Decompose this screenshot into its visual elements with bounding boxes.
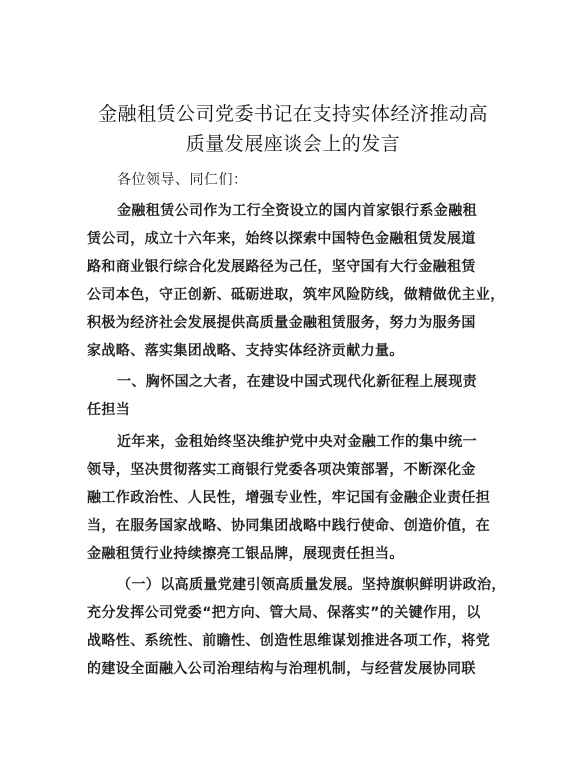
paragraph-1-line-2: 赁公司，成立十六年来，始终以探索中国特色金融租赁发展道 [87,231,476,247]
section-heading-line-2: 任担当 [87,402,131,418]
greeting: 各位领导、同仁们： [117,172,248,188]
paragraph-4-line-2: 充分发挥公司党委“把方向、管大局、保落实”的关键作用，以 [87,605,481,621]
document-title-line-1: 金融租赁公司党委书记在支持实体经济推动高 [97,103,488,125]
paragraph-4-line-4: 的建设全面融入公司治理结构与治理机制，与经营发展协同联 [87,661,476,677]
paragraph-4-line-1: （一）以高质量党建引领高质量发展。坚持旗帜鲜明讲政治， [117,577,506,593]
paragraph-1-line-1: 金融租赁公司作为工行全资设立的国内首家银行系金融租 [117,203,477,219]
paragraph-3-line-2: 领导，坚决贯彻落实工商银行党委各项决策部署，不断深化金 [87,462,476,478]
paragraph-3-line-5: 金融租赁行业持续擦亮工银品牌，展现责任担当。 [87,546,404,562]
paragraph-3-line-1: 近年来，金租始终坚决维护党中央对金融工作的集中统一 [117,434,477,450]
paragraph-3-line-4: 当，在服务国家战略、协同集团战略中践行使命、创造价值，在 [87,518,491,534]
paragraph-1-line-3: 路和商业银行综合化发展路径为己任，坚守国有大行金融租赁 [87,259,476,275]
paragraph-1-line-5: 积极为经济社会发展提供高质量金融租赁服务，努力为服务国 [87,315,476,331]
document-title-line-2: 质量发展座谈会上的发言 [185,133,401,155]
paragraph-1-line-4: 公司本色，守正创新、砥砺进取，筑牢风险防线，做精做优主业， [87,287,505,303]
paragraph-4-line-3: 战略性、系统性、前瞻性、创造性思维谋划推进各项工作，将党 [87,633,491,649]
section-heading-line-1: 一、胸怀国之大者，在建设中国式现代化新征程上展现责 [117,374,477,390]
paragraph-1-line-6: 家战略、落实集团战略、支持实体经济贡献力量。 [87,343,404,359]
paragraph-3-line-3: 融工作政治性、人民性，增强专业性，牢记国有金融企业责任担 [87,490,491,506]
